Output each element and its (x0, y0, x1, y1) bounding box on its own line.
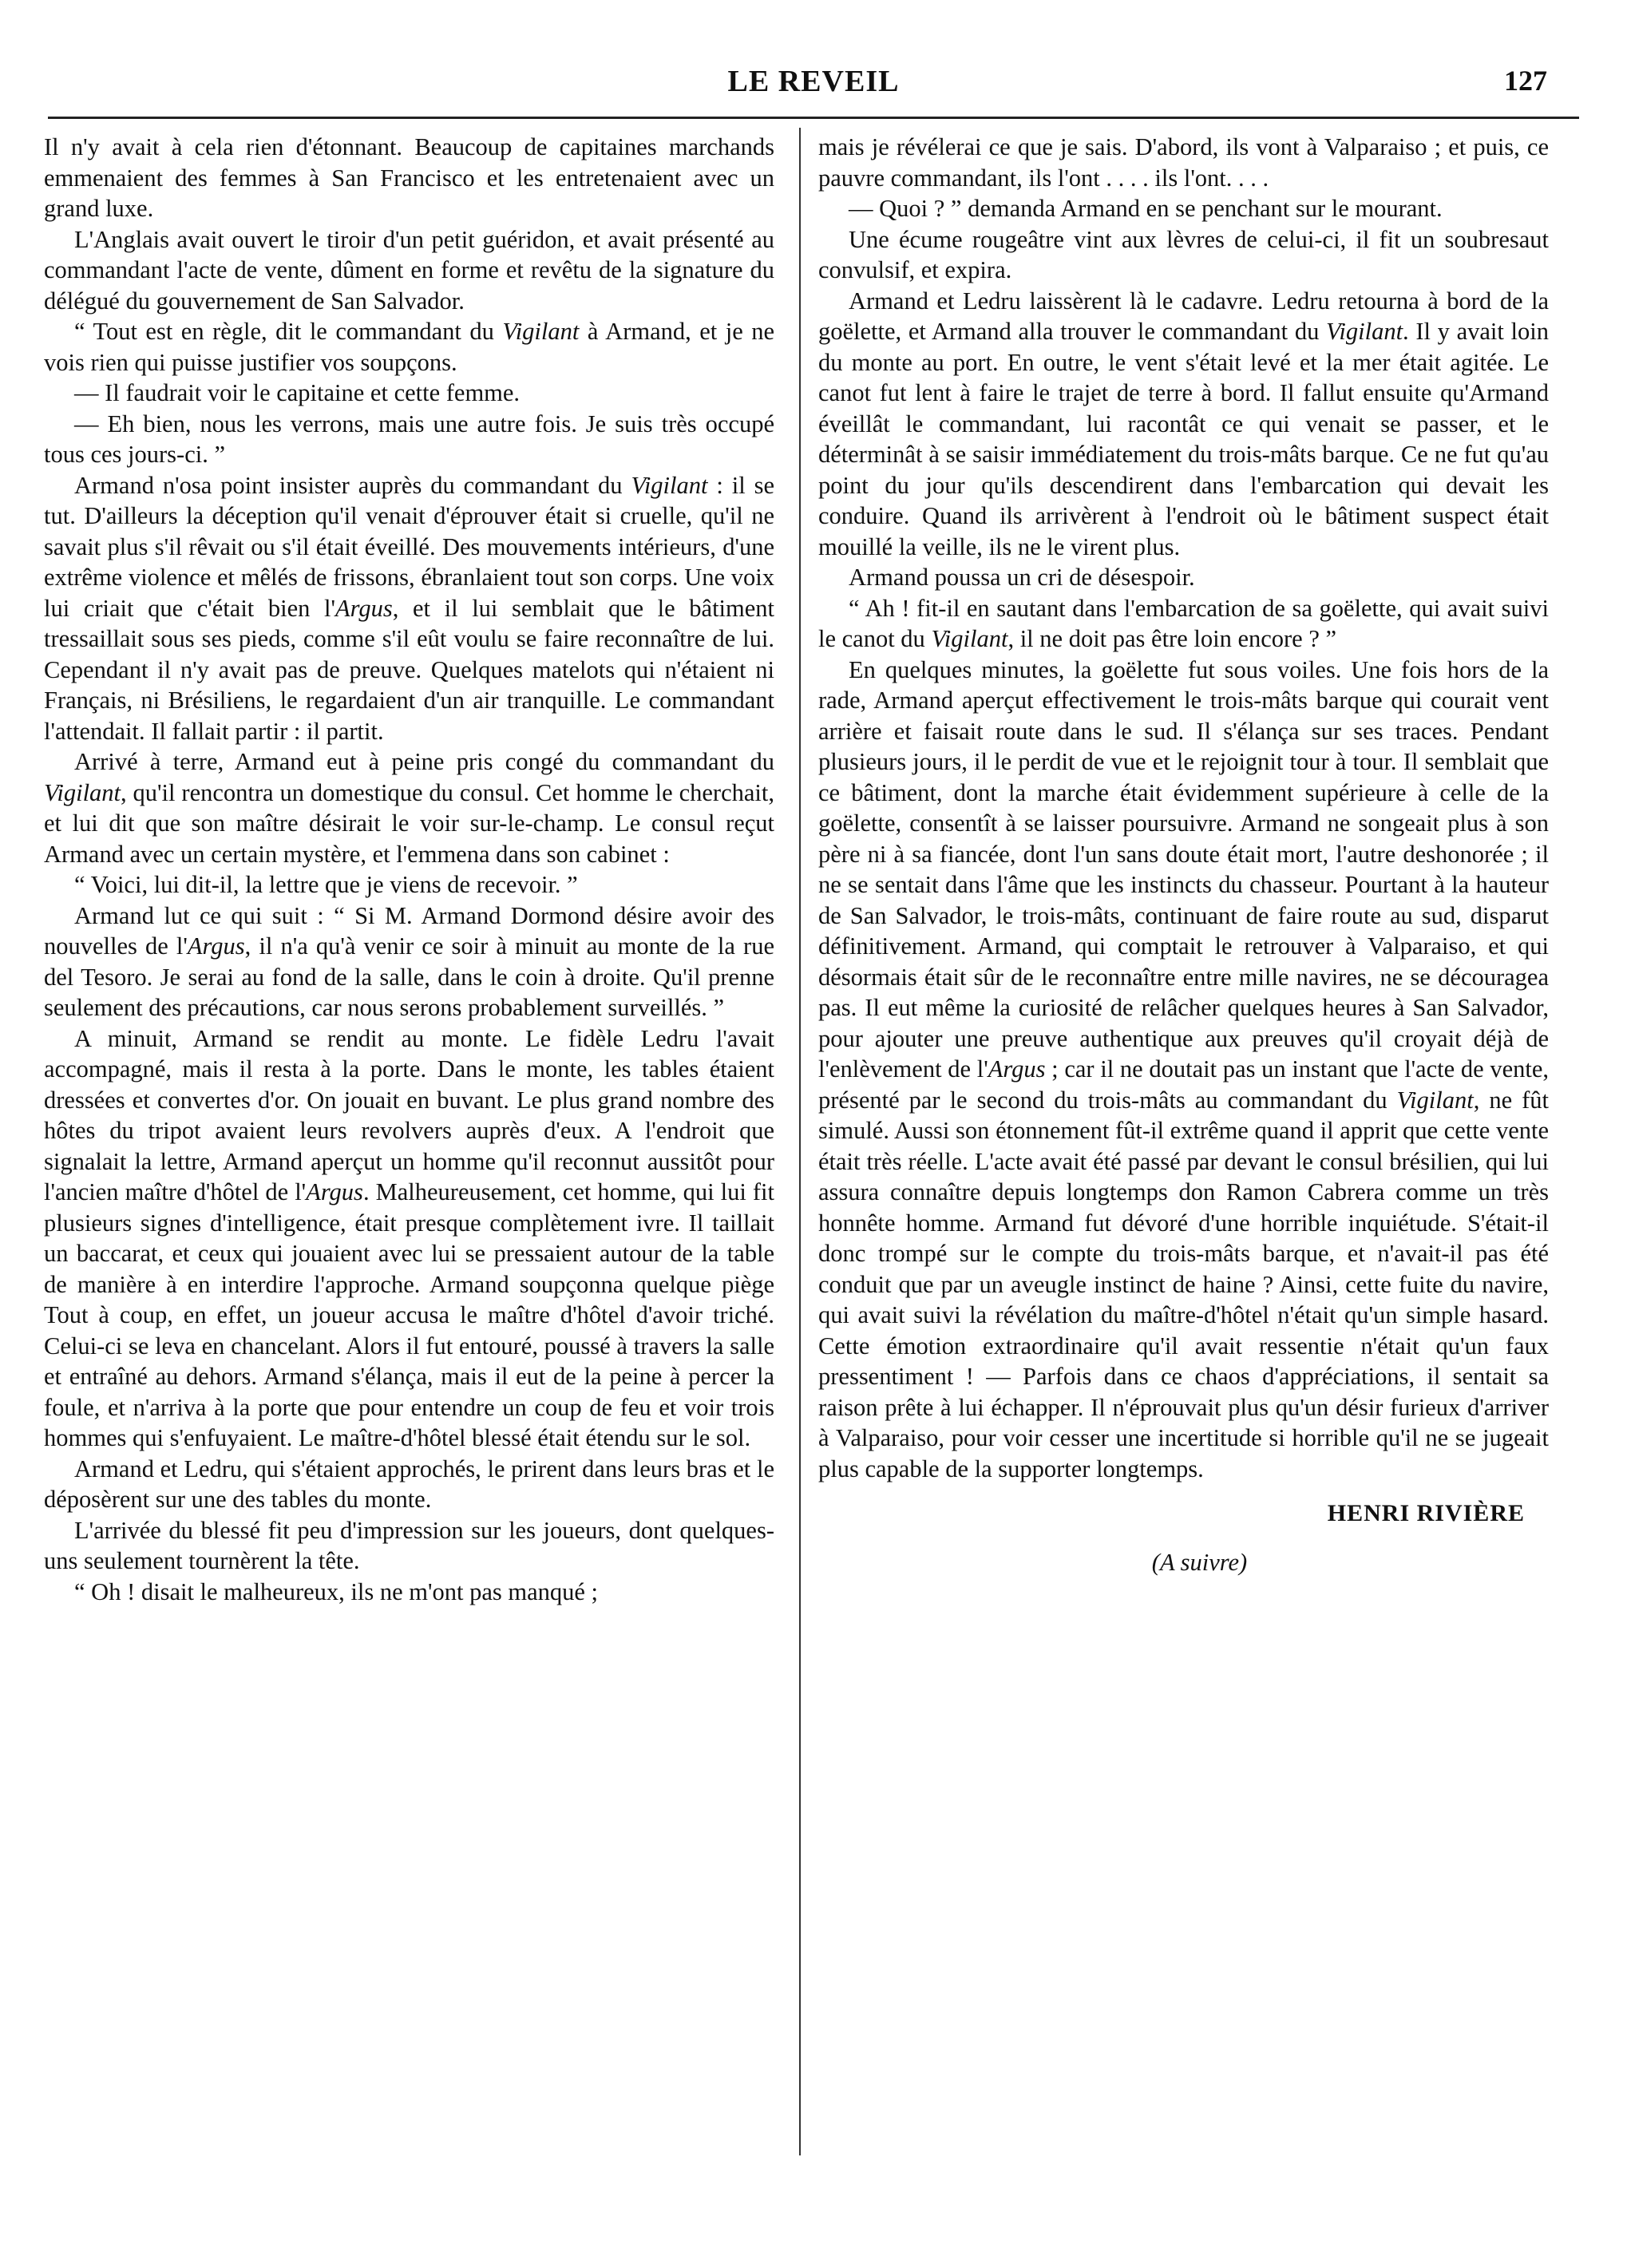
text-run: — Quoi ? ” demanda Armand en se penchant sur le mourant. (849, 195, 1443, 222)
text-run: à Armand, et je ne vois rien qui puisse justifier vos soupçons. (44, 318, 775, 376)
text-run: , ne fût simulé. Aussi son étonnement fût-il extrême quand il apprit que cette vente était très réelle. L'acte avait été passé par devant le consul brésilien, qui lui assura connaître depuis longtemps don Ramon Cabrera comme un très honnête homme. Armand fut dévoré d'une horrible inquiétude. S'était-il donc trompé sur le compte du trois-mâts barque, et n'avait-il pas été conduit que par un aveugle instinct de haine ? Ainsi, cette fuite du navire, qui avait suivi la révélation du maître-d'hôtel n'était qu'un simple hasard. Cette émotion extraordinaire qu'il avait ressentie n'était qu'un faux pressentiment ! — Parfois dans ce chaos d'appréciations, il sentait sa raison prête à lui échapper. Il n'éprouvait plus qu'un désir furieux d'arriver à Valparaiso, pour voir cesser une incertitude si horrible qu'il ne se jugeait plus capable de la supporter longtemps. (818, 1086, 1550, 1482)
paragraph (44, 316, 774, 378)
publication-title: LE REVEIL (727, 65, 900, 98)
paragraph (818, 655, 1549, 1485)
text-run: ; car il ne doutait pas un instant que l'acte de vente, présenté par le second du trois-mâts au commandant du (818, 1055, 1549, 1114)
text-run: Armand et Ledru laissèrent là le cadavre. Ledru retourna à bord de la goëlette, et Armand alla trouver le commandant du (818, 287, 1549, 345)
text-run: L'arrivée du blessé fit peu d'impression sur les joueurs, dont quelques-uns seulement tournèrent la tête. (44, 1516, 774, 1574)
page-number: 127 (1504, 65, 1547, 97)
text-run: “ Voici, lui dit-il, la lettre que je viens de recevoir. ” (74, 871, 578, 898)
paragraph (44, 1577, 774, 1608)
paragraph (818, 286, 1549, 563)
text-run: Armand poussa un cri de désespoir. (849, 564, 1195, 591)
text-run: Arrivé à terre, Armand eut à peine pris congé du commandant du (74, 748, 774, 775)
paragraph (818, 593, 1549, 655)
left-column (44, 132, 774, 1607)
paragraph (818, 193, 1549, 224)
text-run: , il ne doit pas être loin encore ? ” (1007, 625, 1337, 652)
text-run: , qu'il rencontra un domestique du consul. Cet homme le cherchait, et lui dit que son maître désirait le voir sur-le-champ. Le consul reçut Armand avec un certain mystère, et l'emmena dans son cabinet : (44, 778, 774, 868)
paragraph (818, 562, 1549, 593)
paragraph (44, 470, 774, 747)
author-signature: HENRI RIVIÈRE (1327, 1500, 1525, 1526)
to-be-continued-note: (A suivre) (1151, 1548, 1248, 1576)
paragraph (44, 132, 774, 224)
ship-name-italic: Vigilant (1396, 1086, 1474, 1114)
ship-name-italic: Argus (306, 1178, 363, 1205)
text-run: “ Oh ! disait le malheureux, ils ne m'ont pas manqué ; (74, 1577, 599, 1605)
header-rule (48, 117, 1579, 119)
ship-name-italic: Vigilant (631, 471, 708, 499)
ship-name-italic: Argus (988, 1055, 1046, 1083)
text-run: “ Tout est en règle, dit le commandant du (74, 318, 503, 345)
text-run: . Malheureusement, cet homme, qui lui fit plusieurs signes d'intelligence, était presque complètement ivre. Il taillait un baccarat, et ceux qui jouaient avec lui se pressaient autour de la table de manière à en interdire l'approche. Armand soupçonna quelque piège Tout à coup, en effet, un joueur accusa le maître d'hôtel d'avoir triché. Celui-ci se leva en chancelant. Alors il fut entouré, poussé à travers la salle et entraîné au dehors. Armand s'élança, mais il eut de la peine à percer la foule, et n'arriva à la porte que pour entendre un coup de feu et voir trois hommes qui s'enfuyaient. Le maître-d'hôtel blessé était étendu sur le sol. (44, 1178, 774, 1451)
ship-name-italic: Argus (187, 932, 245, 960)
text-run: Armand n'osa point insister auprès du commandant du (74, 471, 631, 499)
paragraph (44, 900, 774, 1023)
text-run: “ Ah ! fit-il en sautant dans l'embarcation de sa goëlette, qui avait suivi le canot du (818, 594, 1549, 652)
paragraph (44, 1515, 774, 1577)
text-run: . Il y avait loin du monte au port. En outre, le vent s'était levé et la mer était agitée. Le canot fut lent à faire le trajet de terre à bord. Il fallut ensuite qu'Armand éveillât le commandant, lui racontât ce qui venait se passer, et le déterminât à se saisir immédiatement du trois-mâts barque. Ce ne fut qu'au point du jour qu'ils descendirent dans l'embarcation qui devait les conduire. Quand ils arrivèrent à l'endroit où le bâtiment suspect était mouillé la veille, ils ne le virent plus. (818, 318, 1549, 560)
ship-name-italic: Argus (335, 594, 393, 622)
paragraph (818, 132, 1549, 193)
text-run: A minuit, Armand se rendit au monte. Le fidèle Ledru l'avait accompagné, mais il resta à la porte. Dans le monte, les tables étaient dressées et convertes d'or. On jouait en buvant. Le plus grand nombre des hôtes du tripot avaient leurs revolvers auprès d'eux. A l'endroit que signalait la lettre, Armand aperçut un homme qu'il reconnut aussitôt pour l'ancien maître d'hôtel de l' (44, 1024, 774, 1205)
text-run: : il se tut. D'ailleurs la déception qu'il venait d'éprouver était si cruelle, qu'il ne savait plus s'il rêvait ou s'il était éveillé. Des mouvements intérieurs, d'une extrême violence et mêlés de frissons, ébranlaient tout son corps. Une voix lui criait que c'était bien l' (44, 471, 774, 622)
text-run: — Eh bien, nous les verrons, mais une autre fois. Je suis très occupé tous ces jours-ci. ” (44, 410, 774, 468)
text-run: mais je révélerai ce que je sais. D'abord, ils vont à Valparaiso ; et puis, ce pauvre commandant, ils l'ont . . . . ils l'ont. . . . (818, 133, 1549, 192)
text-run: — Il faudrait voir le capitaine et cette femme. (74, 379, 521, 406)
text-run: Une écume rougeâtre vint aux lèvres de celui-ci, il fit un soubresaut convulsif, et expira. (818, 225, 1549, 283)
column-divider (799, 128, 801, 2155)
paragraph (44, 1454, 774, 1515)
text-run: Armand lut ce qui suit : “ Si M. Armand Dormond désire avoir des nouvelles de l' (44, 901, 774, 960)
text-run: L'Anglais avait ouvert le tiroir d'un petit guéridon, et avait présenté au commandant l'acte de vente, dûment en forme et revêtu de la signature du délégué du gouvernement de San Salvador. (44, 225, 774, 315)
paragraph (818, 224, 1549, 286)
paragraph (44, 224, 774, 317)
text-run: Armand et Ledru, qui s'étaient approchés, le prirent dans leurs bras et le déposèrent sur une des tables du monte. (44, 1455, 774, 1513)
text-run: , il n'a qu'à venir ce soir à minuit au monte de la rue del Tesoro. Je serai au fond de la salle, dans le coin à droite. Qu'il prenne seulement des précautions, car nous serons probablement surveillés. ” (44, 932, 774, 1021)
ship-name-italic: Vigilant (1326, 318, 1403, 345)
ship-name-italic: Vigilant (931, 625, 1008, 652)
running-header (48, 64, 1579, 109)
ship-name-italic: Vigilant (502, 318, 580, 345)
paragraph (44, 409, 774, 470)
right-column-body (818, 132, 1549, 1484)
text-run: En quelques minutes, la goëlette fut sous voiles. Une fois hors de la rade, Armand aperçut effectivement le trois-mâts barque qui courait vent arrière et faisait route dans le sud. Il s'élança sur ses traces. Pendant plusieurs jours, il le perdit de vue et le rejoignit tour à tour. Il semblait que ce bâtiment, dont la marche était évidemment supérieure à celle de la goëlette, consentît à se laisser poursuivre. Armand ne songeait plus à son père ni à sa fiancée, dont l'un sans doute était mort, l'autre deshonorée ; il ne se sentait dans l'âme que les instincts du chasseur. Pourtant à la hauteur de San Salvador, le trois-mâts, continuant de faire route au sud, disparut définitivement. Armand, qui comptait le retrouver à Valparaiso, et qui désormais était sûr de le reconnaître entre mille navires, ne se découragea pas. Il eut même la curiosité de relâcher quelques heures à San Salvador, pour ajouter une preuve authentique aux preuves qu'il croyait déjà de l'enlèvement de l' (818, 655, 1549, 1083)
text-run: Il n'y avait à cela rien d'étonnant. Beaucoup de capitaines marchands emmenaient des femmes à San Francisco et les entretenaient avec un grand luxe. (44, 133, 774, 222)
ship-name-italic: Vigilant (44, 778, 121, 806)
paragraph (44, 1023, 774, 1454)
paragraph (44, 378, 774, 409)
paragraph (44, 869, 774, 900)
right-column (818, 132, 1549, 1577)
paragraph (44, 746, 774, 869)
text-run: , et il lui semblait que le bâtiment tressaillait sous ses pieds, comme s'il eût voulu se faire reconnaître de lui. Cependant il n'y avait pas de preuve. Quelques matelots qui n'étaient ni Français, ni Brésiliens, le regardaient d'un air tranquille. Le commandant l'attendait. Il fallait partir : il partit. (44, 594, 775, 745)
